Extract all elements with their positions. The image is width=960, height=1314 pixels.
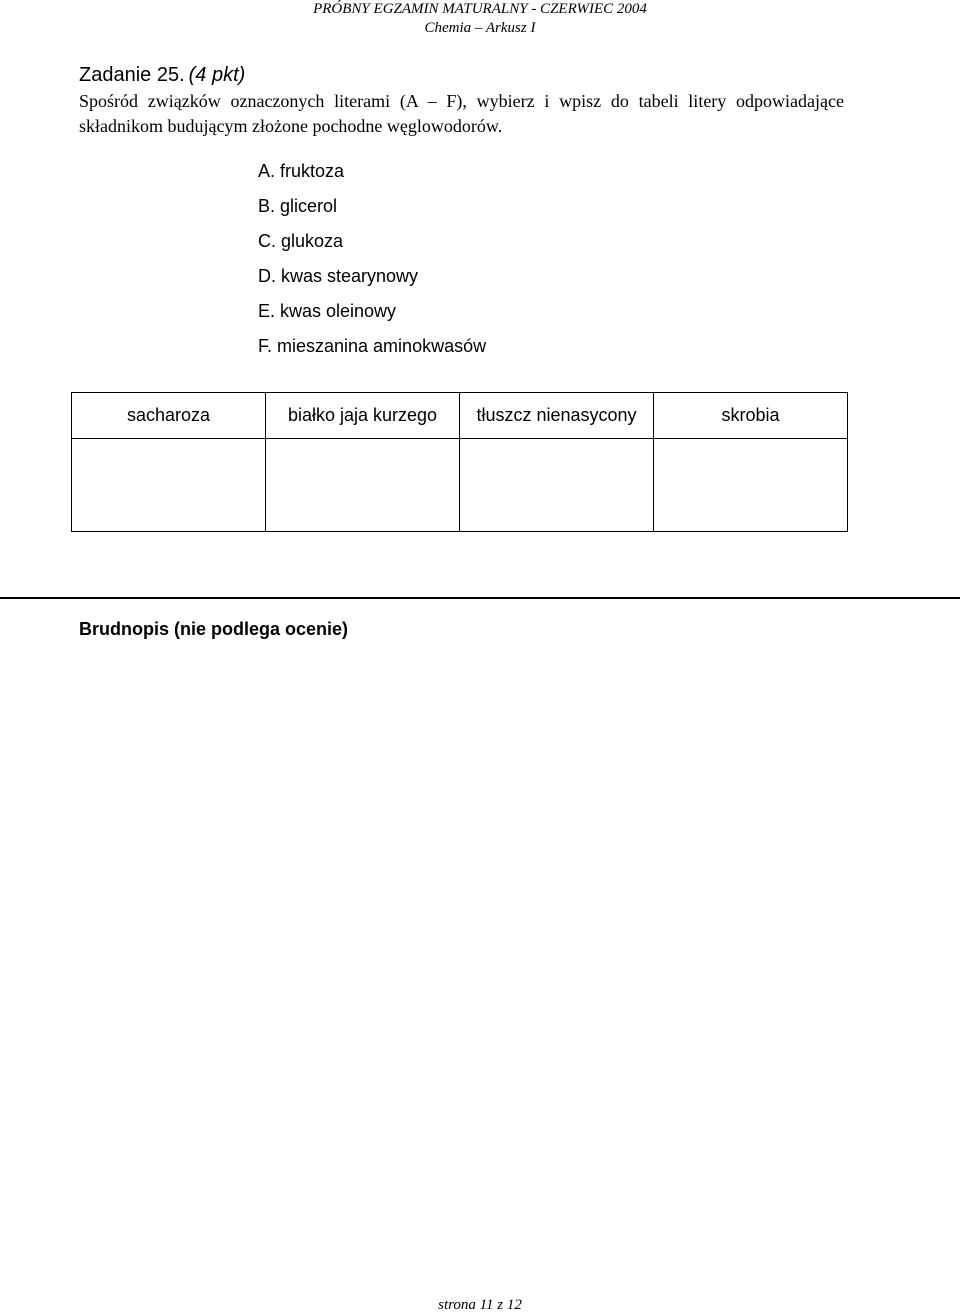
section-divider: [0, 597, 960, 599]
answer-table: [71, 392, 848, 532]
task-instructions: Spośród związków oznaczonych literami (A – F), wybierz i wpisz do tabeli litery odpowiadające składnikom budującym złożone pochodne węglowodorów.: [79, 91, 844, 136]
answer-cell-sacharoza[interactable]: [72, 439, 266, 532]
answer-table-header-row: [72, 393, 848, 439]
task-points: (4 pkt): [188, 64, 246, 86]
header-tluszcz: tłuszcz nienasycony: [460, 393, 654, 439]
draft-label: Brudnopis (nie podlega ocenie): [79, 619, 349, 639]
task-heading: [79, 62, 245, 88]
header-skrobia: skrobia: [654, 393, 848, 439]
option-d: D. kwas stearynowy: [258, 266, 419, 286]
header-sacharoza: sacharoza: [72, 393, 266, 439]
answer-table-input-row: [72, 439, 848, 532]
option-e: E. kwas oleinowy: [258, 301, 397, 321]
header-bialko: białko jaja kurzego: [266, 393, 460, 439]
page-footer: strona 11 z 12: [438, 1297, 522, 1313]
compound-options-list: [258, 160, 486, 370]
answer-cell-bialko[interactable]: [266, 439, 460, 532]
option-c: C. glukoza: [258, 231, 344, 251]
exam-title: PRÓBNY EGZAMIN MATURALNY - CZERWIEC 2004: [313, 1, 647, 17]
exam-subtitle: Chemia – Arkusz I: [424, 20, 536, 36]
answer-cell-tluszcz[interactable]: [460, 439, 654, 532]
answer-cell-skrobia[interactable]: [654, 439, 848, 532]
option-a: A. fruktoza: [258, 161, 345, 181]
option-b: B. glicerol: [258, 196, 338, 216]
task-number: Zadanie 25.: [79, 64, 185, 86]
option-f: F. mieszanina aminokwasów: [258, 336, 487, 356]
